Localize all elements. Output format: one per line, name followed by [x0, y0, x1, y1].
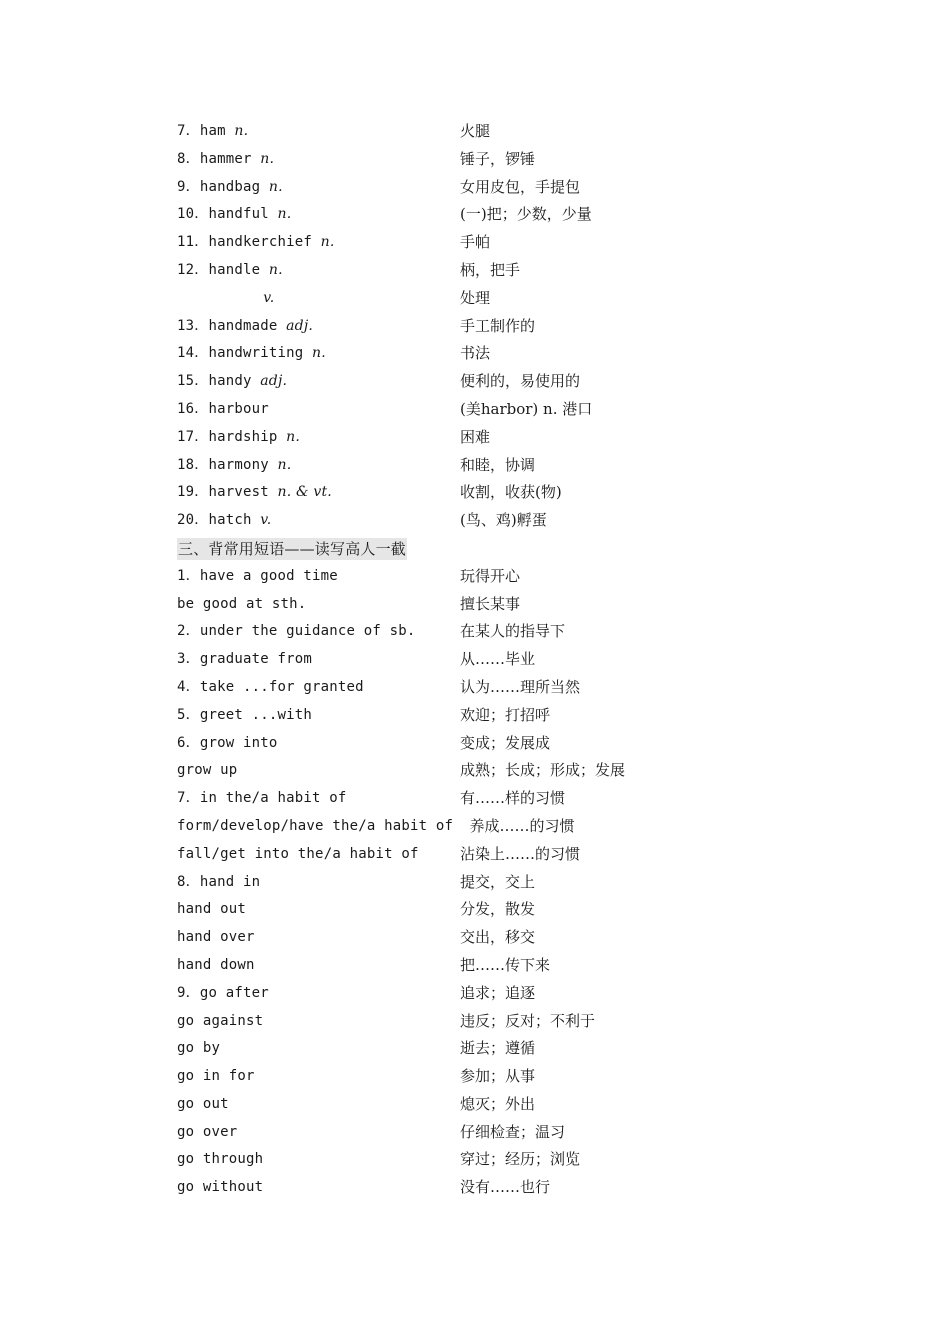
vocab-meaning: 女用皮包，手提包 [460, 177, 581, 196]
phrase-english: 7．in the/a habit of [177, 790, 347, 807]
vocab-term: 20．hatch v. [177, 512, 272, 529]
phrase-chinese: 欢迎；打招呼 [460, 705, 551, 724]
vocab-term: v. [263, 289, 275, 306]
phrase-chinese: 交出，移交 [460, 928, 536, 947]
vocab-term: 15．handy adj. [177, 373, 288, 390]
vocab-meaning: 收割，收获(物) [460, 483, 562, 502]
phrase-row [0, 702, 950, 730]
phrase-chinese: 追求；追逐 [460, 983, 536, 1002]
vocab-term: 11．handkerchief n. [177, 234, 335, 251]
vocab-meaning: 火腿 [460, 122, 491, 140]
phrase-row [0, 896, 950, 924]
vocab-term: 13．handmade adj. [177, 317, 314, 334]
phrase-row [0, 618, 950, 646]
phrase-row [0, 952, 950, 980]
phrase-row [0, 1008, 950, 1036]
phrase-chinese: 成熟；长成；形成；发展 [460, 761, 626, 780]
vocab-term: 16．harbour [177, 400, 269, 417]
vocab-row [0, 313, 950, 341]
section-heading-row [0, 535, 950, 563]
phrase-english: 8．hand in [177, 873, 261, 890]
phrase-english: hand down [177, 956, 255, 973]
vocab-row [0, 146, 950, 174]
phrase-english: 1．have a good time [177, 567, 338, 584]
phrase-row [0, 646, 950, 674]
phrase-chinese: 沾染上……的习惯 [460, 844, 581, 863]
phrase-chinese: 玩得开心 [460, 566, 521, 585]
phrase-english: 4．take ...for granted [177, 678, 364, 695]
phrase-english: 3．graduate from [177, 651, 313, 668]
vocab-meaning: (美harbor) n. 港口 [460, 399, 593, 418]
phrase-english: go without [177, 1179, 264, 1196]
phrase-english: hand over [177, 929, 255, 946]
phrase-chinese: 在某人的指导下 [460, 622, 566, 641]
vocab-meaning: 困难 [460, 427, 491, 446]
phrase-chinese: 从……毕业 [460, 650, 536, 669]
vocab-row [0, 507, 950, 535]
phrase-row [0, 1174, 950, 1202]
phrase-english: fall/get into the/a habit of [177, 845, 419, 862]
phrase-row [0, 1063, 950, 1091]
vocab-meaning: 手帕 [460, 233, 491, 252]
phrase-chinese: 仔细检查；温习 [460, 1122, 566, 1141]
vocab-row [0, 174, 950, 202]
phrase-chinese: 违反；反对；不利于 [460, 1011, 596, 1030]
phrase-row [0, 730, 950, 758]
vocab-meaning: (一)把；少数，少量 [460, 205, 592, 224]
phrase-row [0, 757, 950, 785]
vocab-term: 9．handbag n. [177, 178, 283, 195]
phrase-english: go over [177, 1123, 238, 1140]
vocab-term: 7．ham n. [177, 123, 249, 139]
vocab-row [0, 257, 950, 285]
phrase-chinese: 逝去；遵循 [460, 1039, 536, 1058]
phrase-chinese: 养成……的习惯 [460, 816, 575, 835]
phrase-chinese: 认为……理所当然 [460, 677, 581, 696]
vocab-row [0, 368, 950, 396]
phrase-row [0, 813, 950, 841]
phrase-row [0, 674, 950, 702]
vocab-term: 18．harmony n. [177, 456, 292, 473]
phrase-chinese: 擅长某事 [460, 594, 521, 613]
phrase-english: go against [177, 1012, 264, 1029]
vocab-row [0, 118, 950, 146]
phrase-row [0, 1119, 950, 1147]
vocab-term: 19．harvest n. & vt. [177, 484, 332, 501]
vocab-term: 10．handful n. [177, 206, 292, 223]
vocab-row [0, 479, 950, 507]
vocab-meaning: 处理 [460, 288, 491, 307]
phrase-row [0, 841, 950, 869]
vocab-term: 12．handle n. [177, 261, 283, 278]
vocab-meaning: 手工制作的 [460, 316, 536, 335]
phrase-english: hand out [177, 901, 247, 918]
phrase-english: go by [177, 1040, 221, 1057]
phrase-chinese: 把……传下来 [460, 955, 551, 974]
phrase-chinese: 变成；发展成 [460, 733, 551, 752]
phrase-chinese: 熄灭；外出 [460, 1094, 536, 1113]
phrase-chinese: 参加；从事 [460, 1067, 536, 1086]
phrase-english: 5．greet ...with [177, 706, 313, 723]
vocab-row [0, 340, 950, 368]
vocab-row [0, 201, 950, 229]
phrase-english: 6．grow into [177, 734, 278, 751]
phrase-english: 9．go after [177, 984, 269, 1001]
document-page [0, 118, 950, 1202]
phrase-row [0, 980, 950, 1008]
vocab-row [0, 285, 950, 313]
phrase-chinese: 穿过；经历；浏览 [460, 1150, 581, 1169]
phrase-english: go through [177, 1151, 264, 1168]
vocab-meaning: 和睦，协调 [460, 455, 536, 474]
vocab-row [0, 452, 950, 480]
phrase-row [0, 785, 950, 813]
phrase-row [0, 563, 950, 591]
vocab-term: 8．hammer n. [177, 150, 275, 167]
vocab-meaning: 便利的，易使用的 [460, 372, 581, 391]
phrase-chinese: 没有……也行 [460, 1178, 551, 1197]
vocab-meaning: 柄，把手 [460, 260, 521, 279]
vocab-row [0, 396, 950, 424]
phrase-chinese: 分发，散发 [460, 900, 536, 919]
phrase-english: grow up [177, 762, 238, 779]
phrase-english: be good at sth. [177, 595, 307, 612]
phrase-english: go out [177, 1095, 229, 1112]
vocab-meaning: (鸟、鸡)孵蛋 [460, 511, 547, 530]
phrase-row [0, 1035, 950, 1063]
phrase-english: form/develop/have the/a habit of [177, 817, 454, 834]
phrase-row [0, 924, 950, 952]
phrase-row [0, 869, 950, 897]
phrase-row [0, 1146, 950, 1174]
vocab-term: 14．handwriting n. [177, 345, 326, 362]
vocab-meaning: 锤子，锣锤 [460, 149, 536, 168]
phrase-chinese: 有……样的习惯 [460, 789, 566, 808]
vocab-row [0, 424, 950, 452]
phrase-row [0, 1091, 950, 1119]
vocab-meaning: 书法 [460, 344, 491, 363]
phrase-english: 2．under the guidance of sb. [177, 623, 416, 640]
phrase-english: go in for [177, 1068, 255, 1085]
vocab-row [0, 229, 950, 257]
phrase-chinese: 提交，交上 [460, 872, 536, 891]
vocab-term: 17．hardship n. [177, 428, 301, 445]
phrase-row [0, 591, 950, 619]
section-heading: 三、背常用短语——读写高人一截 [178, 539, 407, 558]
